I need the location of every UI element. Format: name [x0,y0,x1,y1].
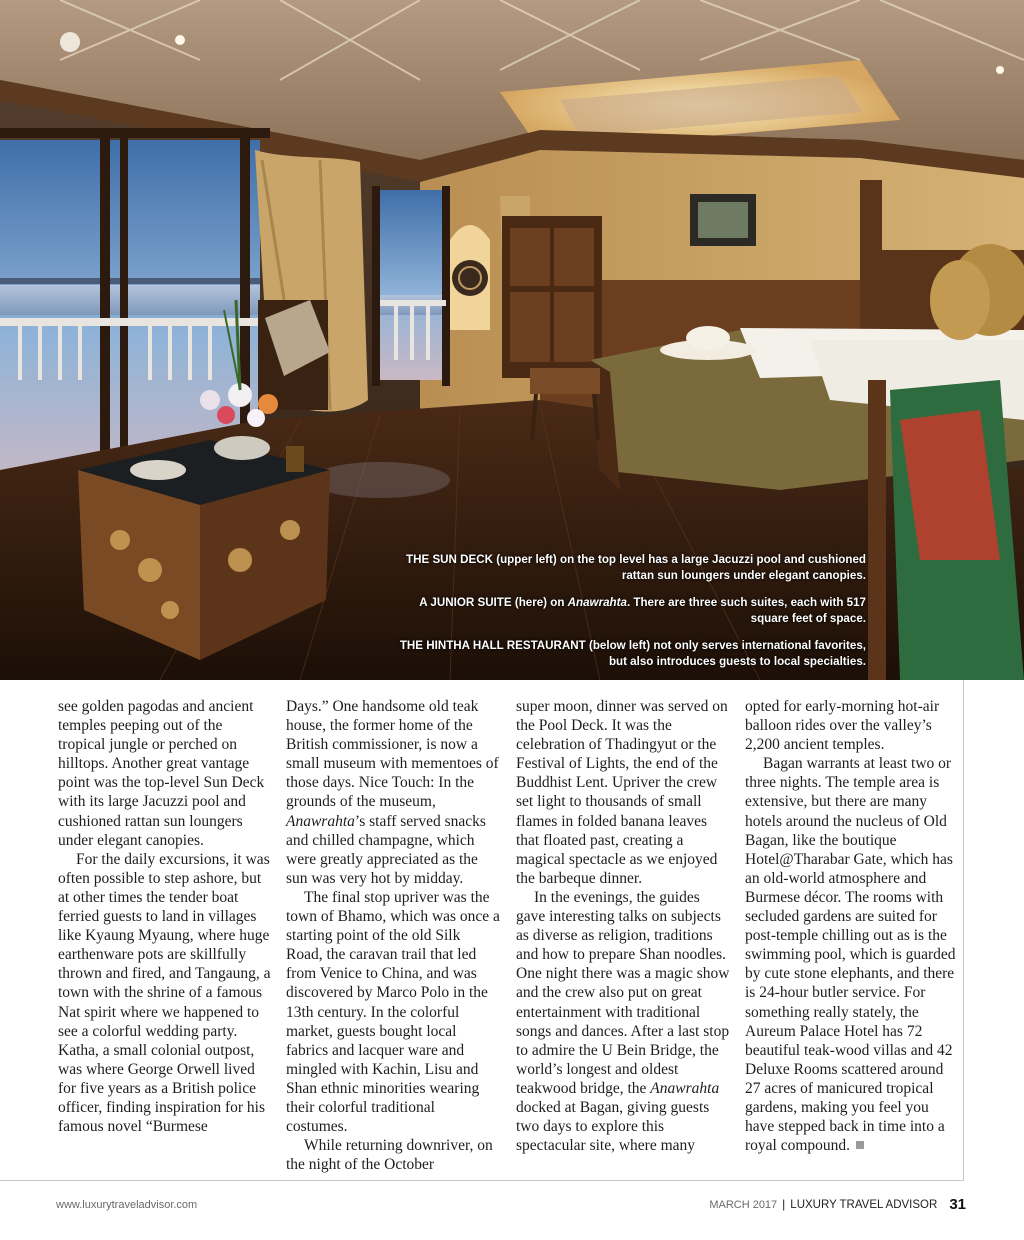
photo-captions [396,552,866,680]
magazine-name: LUXURY TRAVEL ADVISOR [790,1199,938,1211]
article-paragraph: see golden pagodas and ancient temples peeping out of the tropical jungle or perched on hilltops. Another great vantage point was the top-level Sun Deck with its large Jacuzzi pool and cushioned rattan sun loungers under elegant canopies. [58,698,265,849]
caption-junior-suite-ship: Anawrahta [567,596,627,609]
article-text: Days.” One handsome old teak house, the former home of the British commissioner, is now a small museum with mementoes of those days. Nice Touch: In the grounds of the museum, [286,698,499,811]
article-text: docked at Bagan, giving guests two days to explore this spectacular site, where many [516,1098,710,1155]
caption-restaurant-lead: THE HINTHA HALL RESTAURANT [399,639,586,652]
ship-name: Anawrahta [650,1079,720,1097]
caption-junior-suite-lead: A JUNIOR SUITE [419,596,512,609]
article-text: Bagan warrants at least two or three nights. The temple area is extensive, but there are many hotels around the nucleus of Old Bagan, like the boutique Hotel@Tharabar Gate, which has an old-world atmosphere and Burmese décor. The rooms with secluded gardens are suited for post-temple chilling out as is the swimming pool, which is guarded by cute stone elephants, and there is 24-hour butler service. For something really stately, the Aureum Palace Hotel has 72 beautiful teak-wood villas and 42 Deluxe Rooms scattered around 27 acres of manicured tropical gardens, making you feel you have stepped back in time into a royal compound. [745,755,956,1155]
caption-junior-suite-pre: (here) on [511,596,568,609]
article-paragraph: For the daily excursions, it was often possible to step ashore, but at other times the tender boat ferried guests to land in villages like Kyaung Myaung, where huge earthenware pots are skillfully thrown and fired, and Tangaung, a town with the shrine of a famous Nat spirit where we happened to see a colorful wedding party. Katha, a small colonial outpost, was where George Orwell lived for five years as a British police officer, finding inspiration for his famous novel “Burmese [58,850,271,1136]
caption-junior-suite [396,595,866,627]
article-paragraph: While returning downriver, on the night of the October [286,1137,493,1174]
article-column-4 [745,697,959,1155]
article-column-3 [516,697,730,1155]
page-footer [56,1196,966,1216]
article-column-2 [286,697,500,1174]
article-paragraph [516,888,730,1155]
article-column-1 [58,697,272,1136]
article-text: In the evenings, the guides gave interesting talks on subjects as diverse as religion, traditions and how to prepare Shan noodles. One night there was a magic show and the crew also put on great entertainment with traditional songs and dances. After a last stop to admire the U Bein Bridge, the world’s longest and oldest teakwood bridge, the [516,888,730,1097]
folio-separator: | [782,1197,786,1211]
caption-junior-suite-text: . There are three such suites, each with 517 square feet of space. [626,596,866,625]
issue-date: MARCH 2017 [709,1199,778,1211]
article-text: ’s staff served snacks and chilled champagne, which were greatly appreciated as the sun was very hot by midday. [286,812,486,887]
article-paragraph [745,754,959,1155]
end-of-article-mark [856,1141,864,1149]
article-paragraph: opted for early-morning hot-air balloon rides over the valley’s 2,200 ancient temples. [745,698,940,754]
article-body [58,697,970,1174]
footer-rule [0,1180,964,1181]
caption-sun-deck-text: (upper left) on the top level has a large Jacuzzi pool and cushioned rattan sun loungers under elegant canopies. [493,553,866,582]
article-paragraph: super moon, dinner was served on the Pool Deck. It was the celebration of Thadingyut or the Festival of Lights, the end of the Buddhist Lent. Upriver the crew set light to thousands of small flames in folded banana leaves that floated past, creating a magical spectacle as we enjoyed the barbeque dinner. [516,698,728,887]
page-side-rule [963,680,964,1180]
article-paragraph [286,697,500,888]
caption-sun-deck [396,552,866,584]
caption-restaurant-text: (below left) not only serves international favorites, but also introduces guests to local specialties. [585,639,866,668]
caption-sun-deck-lead: THE SUN DECK [406,553,493,566]
website-url[interactable]: www.luxurytraveladvisor.com [56,1199,198,1211]
ship-name: Anawrahta [286,812,355,830]
article-paragraph: The final stop upriver was the town of Bhamo, which was once a starting point of the old Silk Road, the caravan trail that led from Venice to China, and was discovered by Marco Polo in the 13th century. In the colorful market, guests bought local fabrics and lacquer ware and mingled with Kachin, Lisu and Shan ethnic minorities wearing their colorful traditional costumes. [286,888,500,1136]
page-number: 31 [949,1196,966,1213]
caption-restaurant [396,638,866,670]
footer-folio [709,1196,966,1214]
